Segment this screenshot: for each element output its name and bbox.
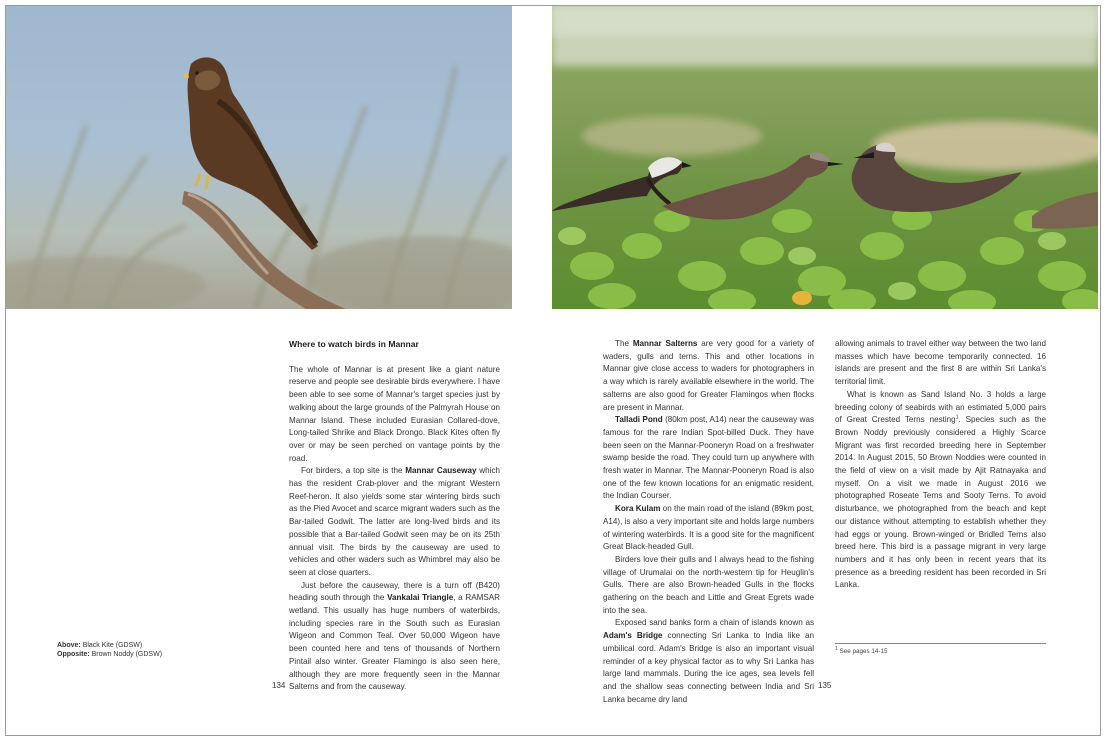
paragraph-text: Just before the causeway, there is a turn off (B420) heading south through the	[289, 580, 500, 603]
photo-caption	[57, 641, 162, 659]
paragraph	[289, 580, 500, 694]
paragraph	[603, 503, 814, 554]
caption-above-text: Black Kite (GDSW)	[82, 642, 143, 649]
footnote-divider	[835, 643, 1046, 644]
paragraph-text: Birders love their gulls and I always head to the fishing village of Urumalai on the north-western tip for Heuglin's Gulls. There are also Brown-headed Gulls in the flocks gathering on the beach and Little and Great Egrets wade into the sea.	[603, 554, 814, 615]
paragraph-text: which has the resident Crab-plover and the migrant Western Reef-heron. It also yields some star wintering birds such as the Pied Avocet and scarce migrant waders such as the Bar-tailed Godwit. The latter are long-lived birds and its possible that a Bar-tailed Godwit seen may be on its 25th annual visit. The birds by the causeway are used to vehicles and other waders such as Whimbrel may also be seen at close quarters.	[289, 466, 500, 577]
paragraph-text: allowing animals to travel either way between the two land masses which have become temporarily connected. 16 islands are present and the first 8 are within Sri Lanka's territorial limit.	[835, 339, 1046, 387]
paragraph	[603, 414, 814, 503]
brown-noddy-illustration	[552, 6, 1098, 309]
brown-noddy-photo	[552, 6, 1098, 309]
site-name: Mannar Salterns	[632, 339, 698, 348]
paragraph	[603, 338, 814, 414]
paragraph-text: , a RAMSAR wetland. This usually has huge numbers of waterbirds, including species rare in the South such as Eurasian Wigeon and Common Teal. Over 50,000 Wigeon have been counted here and tens of thousands of Northern Pintail also winter. Greater Flamingo is also seen here, although they are more frequently seen in the Mannar Salterns and from the causeway.	[289, 593, 500, 692]
right-page-column-2	[835, 338, 1046, 592]
paragraph	[603, 617, 814, 706]
footnote-marker: 1	[955, 414, 959, 421]
site-name: Talladi Pond	[615, 415, 663, 425]
paragraph-text: What is known as Sand Island No. 3 holds a large breeding colony of seabirds with an estimated 5,000 pairs of Great Crested Terns nesting	[835, 389, 1046, 425]
caption-opposite-label: Opposite:	[57, 651, 90, 658]
paragraph	[603, 554, 814, 618]
paragraph	[835, 389, 1046, 592]
caption-above	[57, 641, 162, 650]
page-number-left: 134	[272, 681, 286, 690]
footnote	[835, 645, 888, 655]
page-number-right: 135	[818, 681, 832, 690]
site-name: Adam's Bridge	[603, 631, 663, 641]
paragraph	[289, 465, 500, 579]
black-kite-photo	[6, 6, 512, 309]
left-page-column	[289, 338, 500, 694]
caption-opposite-text: Brown Noddy (GDSW)	[91, 651, 163, 658]
paragraph	[289, 364, 500, 466]
paragraph-text: on the main road of the island (89km post, A14), is also a very important site and holds large numbers of wintering waterbirds. It is a good site for the magnificent Great Black-headed Gull.	[603, 504, 814, 552]
black-kite-illustration	[6, 6, 512, 309]
site-name: Mannar Causeway	[405, 466, 477, 476]
paragraph	[835, 338, 1046, 389]
section-heading: Where to watch birds in Mannar	[289, 339, 419, 349]
caption-above-label: Above:	[57, 642, 81, 649]
site-name: Kora Kulam	[615, 504, 661, 514]
paragraph-text: For birders, a top site is the	[301, 466, 406, 476]
paragraph-text: (80km post, A14) near the causeway was famous for the rare Indian Spot-billed Duck. They have been seen on the Mannar-Pooneryn Road on a freshwater swamp beside the road. They could turn up anywhere with fresh water in Mannar. The Mannar-Pooneryn Road is also one of the few known locations for an enigmatic resident, the Indian Courser.	[603, 415, 814, 501]
paragraph-text: are very good for a variety of waders, gulls and terns. This and other locations in Mannar give close access to waders for photographers in a way which is rarely available elsewhere in the world. The salterns are also good for Greater Flamingos when flocks are present in Mannar.	[603, 339, 814, 412]
footnote-text: See pages 14-15	[837, 648, 888, 655]
paragraph-text: Exposed sand banks form a chain of islands known as	[615, 618, 814, 628]
caption-opposite	[57, 650, 162, 659]
footnote-number: 1	[835, 645, 838, 652]
paragraph-text: The whole of Mannar is at present like a giant nature reserve and people see desirable birds everywhere. I have been able to see some of Mannar's target species just by walking about the large grounds of the Palmyrah House on Mannar Island. These included Eurasian Collared-dove, Long-tailed Shrike and Black Drongo. Black Kites often fly over or may be seen perched on vantage points by the road.	[289, 364, 500, 463]
right-page-column-1	[603, 338, 814, 706]
paragraph-text: . Species such as the Brown Noddy previously considered a Highly Scarce Migrant was first recorded breeding here in September 2014. In August 2015, 50 Brown Noddies were counted in the field of view on a visit made by Ajit Ratnayaka and myself. On a visit we made in August 2016 we photographed Roseate Terns and Sooty Terns. To avoid disturbance, we photographed from the beach and kept our distance without attempting to establish whether they had eggs or young. Brown-winged or Bridled Terns also breed here. This bird is a passage migrant in very large numbers and it has only been in recent years that its presence as a breeding resident has been recorded in Sri Lanka.	[835, 415, 1047, 590]
paragraph-text: The	[615, 339, 633, 348]
paragraph-text: connecting Sri Lanka to India like an umbilical cord. Adam's Bridge is also an important visual reminder of a key physical factor as to why Sri Lanka has large land mammals. During the ice ages, sea levels fell and the shallow seas connecting between India and Sri Lanka became dry land	[603, 631, 814, 704]
site-name: Vankalai Triangle	[387, 593, 454, 603]
